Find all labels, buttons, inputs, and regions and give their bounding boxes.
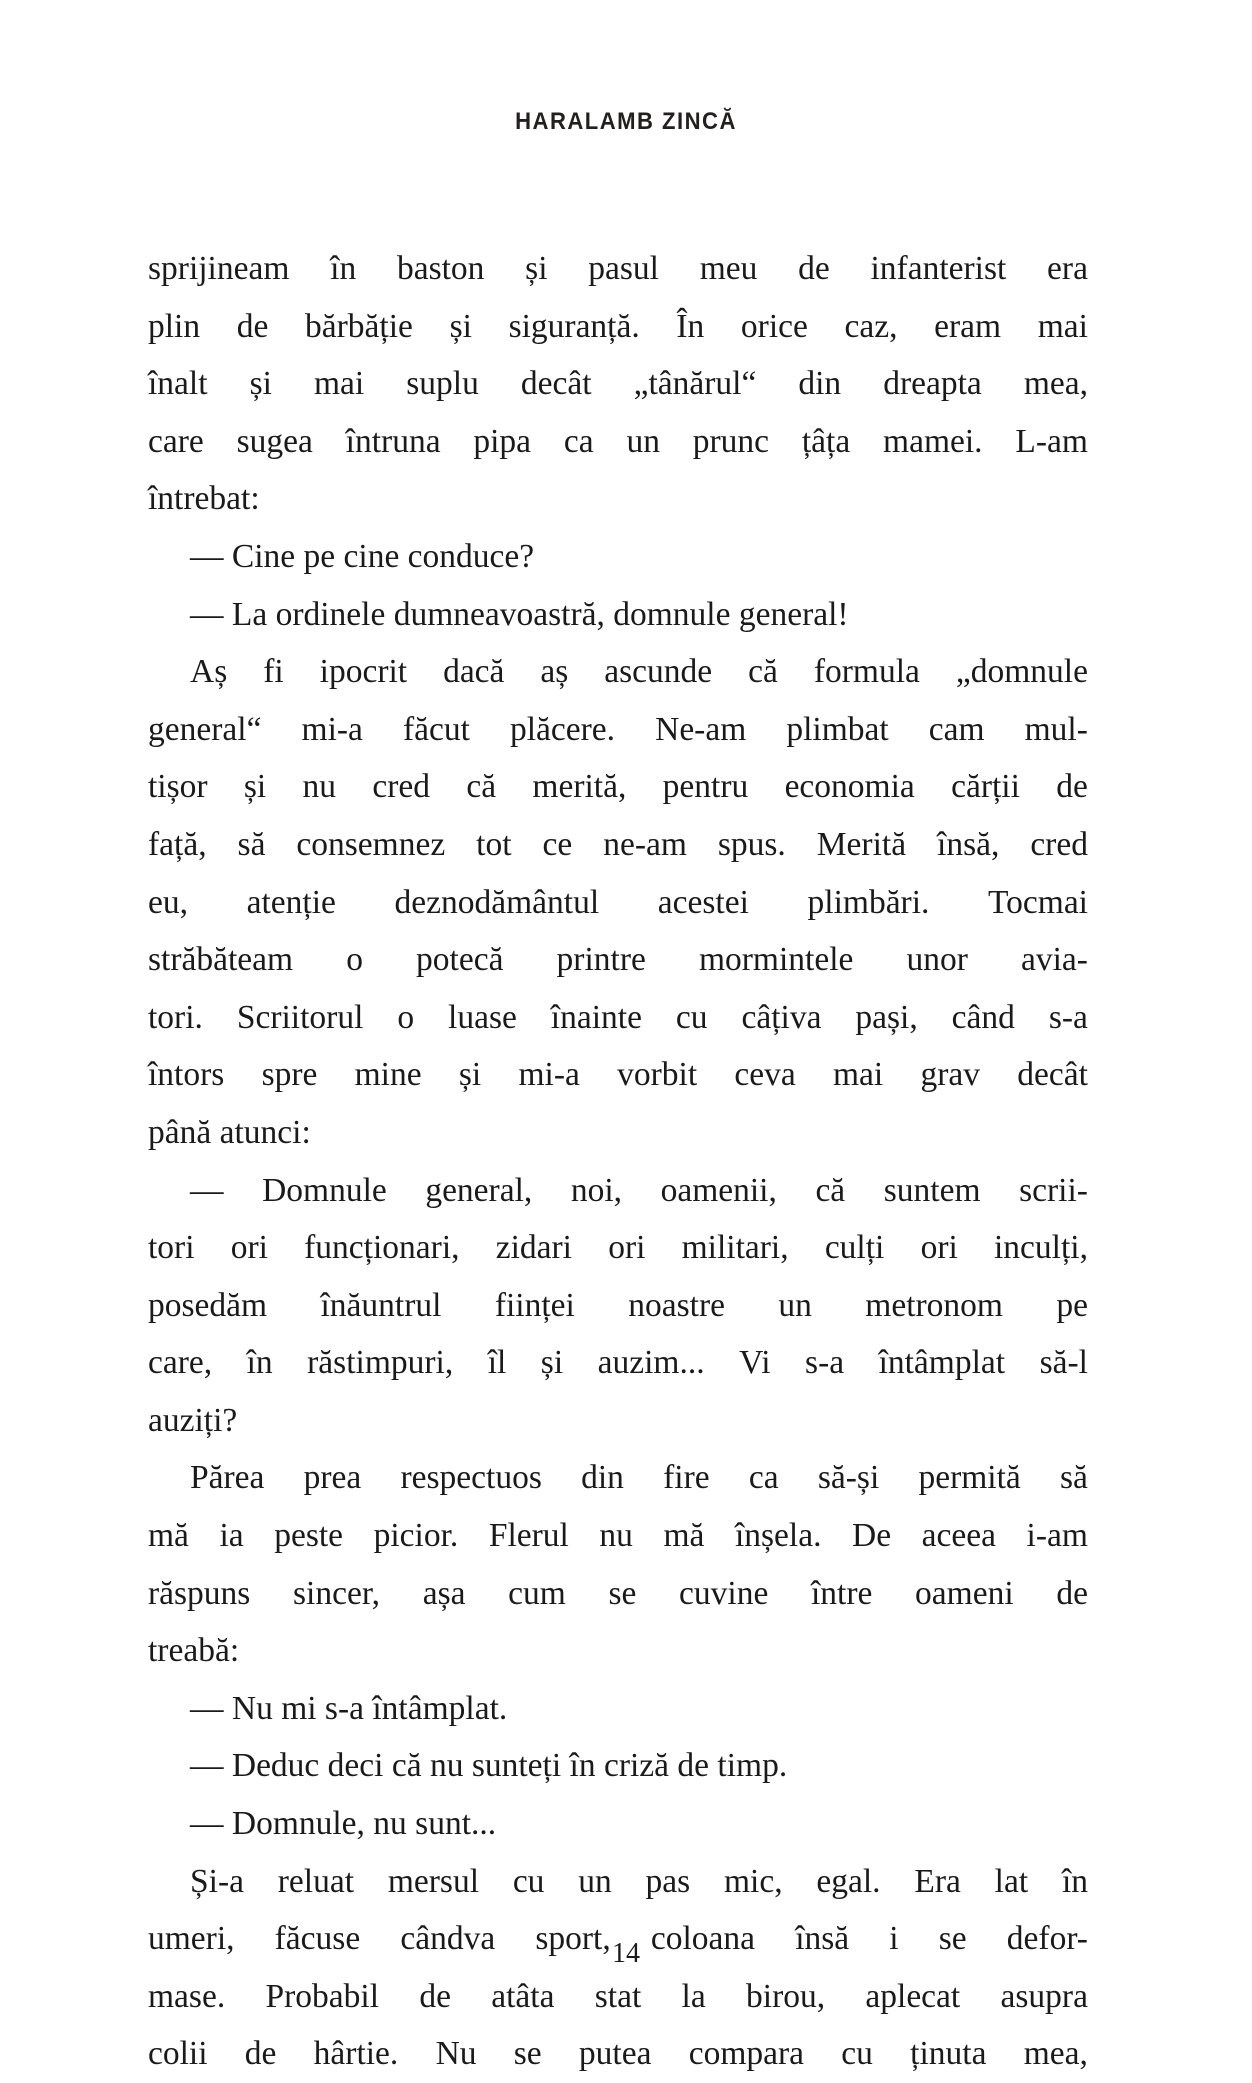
text-word: mă [148,1517,189,1555]
text-word: ori [920,1229,958,1267]
text-word: orice [740,307,808,345]
text-word: plăcere. [509,710,616,748]
text-word: ceva [734,1056,796,1094]
text-word: mine [354,1056,422,1094]
text-word: siguranță. [508,307,640,345]
text-word: caz, [844,307,898,345]
text-word: peste [274,1517,344,1555]
text-word: s-a [805,1344,845,1382]
text-word: să-și [817,1459,880,1497]
text-word: dacă [443,653,505,691]
text-line [148,701,1088,759]
text-word: vorbit [617,1056,698,1094]
text-word: oameni [915,1574,1014,1612]
text-word: umeri, [148,1920,235,1958]
text-word: metronom [865,1286,1003,1324]
text-line [148,1565,1088,1623]
text-word: să-l [1039,1344,1088,1382]
text-word: mi-a [518,1056,580,1094]
text-word: consemnez [296,825,446,863]
text-word: decât [1017,1056,1088,1094]
text-word: posedăm [148,1286,268,1324]
text-word: picior. [373,1517,459,1555]
text-word: printre [556,941,646,979]
text-word: mul- [1024,710,1088,748]
text-word: formula [813,653,920,691]
text-word: mic, [723,1862,783,1900]
text-word: aceea [921,1517,996,1555]
text-word: de [236,307,269,345]
text-word: care, [148,1344,213,1382]
text-line: — Deduc deci că nu sunteți în criză de timp. [190,1747,788,1785]
text-word: ținuta [910,2035,987,2073]
text-word: egal. [816,1862,881,1900]
text-word: care [148,422,204,460]
text-word: îl [487,1344,507,1382]
text-word: potecă [416,941,504,979]
text-word: pipa [473,422,532,460]
text-word: însă, [937,825,1000,863]
text-line [148,1162,1088,1220]
text-word: se [608,1574,637,1612]
text-word: răspuns [148,1574,251,1612]
text-word: înăuntrul [320,1286,442,1324]
text-word: ca [563,422,594,460]
text-word: respectuos [400,1459,542,1497]
text-word: că [466,768,497,806]
text-word: întors [148,1056,225,1094]
text-word: s-a [1048,998,1088,1036]
text-word: putea [578,2035,652,2073]
text-word: întruna [345,422,441,460]
text-word: scrii- [1019,1171,1088,1209]
text-word: însă [795,1920,850,1958]
text-word: țâța [801,422,851,460]
text-word: cu [841,2035,873,2073]
text-word: se [513,2035,542,2073]
text-word: mase. [148,1977,226,2015]
text-word: când [951,998,1015,1036]
text-word: „tânărul“ [633,365,757,403]
text-line [148,1334,1088,1392]
text-word: sprijineam [148,250,290,287]
text-word: decât [520,365,592,403]
text-word: să [1060,1459,1088,1497]
text-word: infanterist [870,250,1007,287]
text-word: ascunde [604,653,713,691]
text-word: inculți, [993,1229,1088,1267]
text-word: culți [824,1229,885,1267]
text-word: tișor [148,768,208,806]
text-word: Domnule [262,1171,387,1209]
text-word: de [1056,1574,1088,1612]
text-word: și [458,1056,482,1094]
text-word: din [581,1459,624,1497]
text-word: la [681,1977,706,2015]
text-line: treabă: [148,1632,240,1670]
text-line [148,298,1088,356]
text-word: că [815,1171,846,1209]
text-line: până atunci: [148,1113,311,1151]
text-word: defor- [1006,1920,1088,1958]
text-word: Aș [190,653,228,691]
text-line: auziți? [148,1401,238,1439]
text-word: Și-a [190,1862,244,1900]
text-word: să [237,825,266,863]
text-word: ca [748,1459,779,1497]
text-word: față, [148,825,207,863]
text-word: acestei [657,883,749,921]
text-line [148,989,1088,1047]
text-word: eram [934,307,1002,345]
text-word: că [748,653,778,691]
text-word: în [246,1344,273,1382]
text-word: cuvine [679,1574,769,1612]
text-line [148,1968,1088,2026]
text-word: deznodământul [394,883,600,921]
text-word: de [1056,768,1088,806]
text-line [148,355,1088,413]
text-word: tori [148,1229,195,1267]
text-word: Flerul [488,1517,569,1555]
text-line [148,413,1088,471]
text-word: cu [675,998,708,1036]
text-word: de [244,2035,277,2073]
page-number: 14 [612,1938,640,1969]
text-word: plimbat [786,710,889,748]
text-word: așa [422,1574,466,1612]
text-word: mi-a [301,710,363,748]
text-word: sincer, [293,1574,381,1612]
text-word: cărții [951,768,1020,806]
text-line [148,1449,1088,1507]
text-word: general, [425,1171,533,1209]
text-line: — La ordinele dumneavoastră, domnule general! [190,595,849,633]
text-word: mea, [1023,365,1088,403]
text-line [148,816,1088,874]
text-line [148,1046,1088,1104]
text-word: lat [994,1862,1029,1900]
text-word: mea, [1023,2035,1088,2073]
text-line [148,643,1088,701]
text-line [148,1853,1088,1911]
text-word: în [330,250,357,287]
text-word: merită, [532,768,627,806]
text-word: Ne-am [655,710,747,748]
text-word: suntem [883,1171,981,1209]
text-word: fire [663,1459,710,1497]
text-word: zidari [495,1229,572,1267]
text-word: mersul [387,1862,480,1900]
text-word: militari, [681,1229,789,1267]
text-word: birou, [746,1977,826,2015]
text-word: o [346,941,363,979]
text-word: Tocmai [988,883,1088,921]
text-word: avia- [1020,941,1088,979]
text-line [148,1219,1088,1277]
text-word: și [243,768,267,806]
text-word: ființei [494,1286,575,1324]
text-word: de [798,250,830,287]
text-word: mai [833,1056,884,1094]
text-word: ori [230,1229,268,1267]
text-word: permită [918,1459,1021,1497]
text-word: aș [540,653,569,691]
text-word: de [419,1977,451,2015]
text-word: ori [608,1229,646,1267]
body-text-block [148,240,1088,2083]
text-word: plimbări. [807,883,930,921]
text-word: sugea [236,422,313,460]
text-line: — Domnule, nu sunt... [190,1805,497,1843]
text-word: înainte [550,998,642,1036]
text-word: pași, [855,998,918,1036]
text-word: cam [928,710,985,748]
text-word: oamenii, [660,1171,777,1209]
text-word: mai [313,365,365,403]
text-word: sport, [535,1920,611,1958]
text-word: în [1061,1862,1088,1900]
text-word: un [578,1862,612,1900]
text-word: L-am [1015,422,1088,460]
text-word: dreapta [883,365,982,403]
text-word: tot [476,825,512,863]
text-word: între [811,1574,873,1612]
text-line [148,1507,1088,1565]
text-word: hârtie. [313,2035,399,2073]
text-word: coloana [650,1920,756,1958]
text-word: În [676,307,705,345]
text-word: i [889,1920,899,1958]
text-word: grav [920,1056,981,1094]
text-word: funcționari, [304,1229,460,1267]
text-word: eu, [148,883,188,921]
text-word: Scriitorul [236,998,364,1036]
text-word: colii [148,2035,208,2073]
text-word: Probabil [265,1977,380,2015]
text-word: prea [303,1459,362,1497]
text-word: un [626,422,660,460]
text-word: Merită [816,825,907,863]
text-word: — [190,1171,224,1209]
text-word: făcuse [274,1920,361,1958]
running-head: HARALAMB ZINCĂ [515,108,737,135]
text-word: pentru [662,768,749,806]
text-word: un [778,1286,812,1324]
text-word: câțiva [741,998,822,1036]
text-word: Părea [190,1459,265,1497]
text-word: asupra [1000,1977,1088,2015]
text-word: cu [512,1862,545,1900]
text-word: și [540,1344,564,1382]
text-word: atâta [491,1977,555,2015]
text-word: pe [1056,1286,1088,1324]
text-line [148,2025,1088,2083]
text-word: și [449,307,472,345]
text-word: cred [372,768,431,806]
text-word: noi, [570,1171,623,1209]
text-word: compara [688,2035,805,2073]
text-word: întâmplat [878,1344,1006,1382]
text-word: fi [263,653,284,691]
text-word: bărbăție [305,307,413,345]
text-line [148,758,1088,816]
text-word: Nu [435,2035,477,2073]
text-word: și [525,250,548,287]
text-word: străbăteam [148,941,294,979]
text-word: suplu [406,365,479,403]
text-line: întrebat: [148,480,260,518]
text-word: mă [663,1517,705,1555]
text-word: general“ [148,710,262,748]
text-word: tori. [148,998,203,1036]
text-word: noastre [628,1286,725,1324]
text-word: mai [1037,307,1088,345]
text-word: o [397,998,415,1036]
text-word: spus. [717,825,786,863]
text-line [148,240,1088,298]
text-word: ce [542,825,573,863]
text-word: nu [302,768,337,806]
text-word: pasul [588,250,659,287]
text-word: făcut [402,710,470,748]
text-word: prunc [692,422,770,460]
text-word: plin [148,307,201,345]
text-line [148,931,1088,989]
text-word: auzim... [597,1344,705,1382]
text-word: i-am [1026,1517,1088,1555]
text-word: nu [599,1517,633,1555]
text-word: De [852,1517,892,1555]
text-word: înșela. [734,1517,822,1555]
text-word: economia [784,768,915,806]
text-word: Era [914,1862,961,1900]
text-word: mormintele [698,941,854,979]
text-line: — Cine pe cine conduce? [190,537,535,575]
text-word: spre [261,1056,318,1094]
text-word: mamei. [883,422,983,460]
text-word: Vi [739,1344,771,1382]
text-word: reluat [277,1862,355,1900]
text-word: se [938,1920,967,1958]
text-word: răstimpuri, [307,1344,454,1382]
text-line [148,1277,1088,1335]
text-word: ne-am [603,825,687,863]
text-word: luase [448,998,517,1036]
text-word: meu [699,250,758,287]
text-word: unor [906,941,968,979]
text-word: atenție [246,883,336,921]
text-word: ipocrit [319,653,408,691]
text-word: înalt [148,365,208,403]
text-line [148,874,1088,932]
text-word: stat [594,1977,642,2015]
text-word: cum [508,1574,566,1612]
text-word: din [798,365,842,403]
text-word: cândva [400,1920,496,1958]
text-word: cred [1030,825,1088,863]
text-word: aplecat [865,1977,961,2015]
text-line: — Nu mi s-a întâmplat. [190,1689,508,1727]
text-word: ia [219,1517,244,1555]
text-word: pas [645,1862,691,1900]
text-word: baston [396,250,485,287]
text-word: și [249,365,272,403]
text-word: „domnule [955,653,1088,691]
text-word: era [1047,250,1088,287]
